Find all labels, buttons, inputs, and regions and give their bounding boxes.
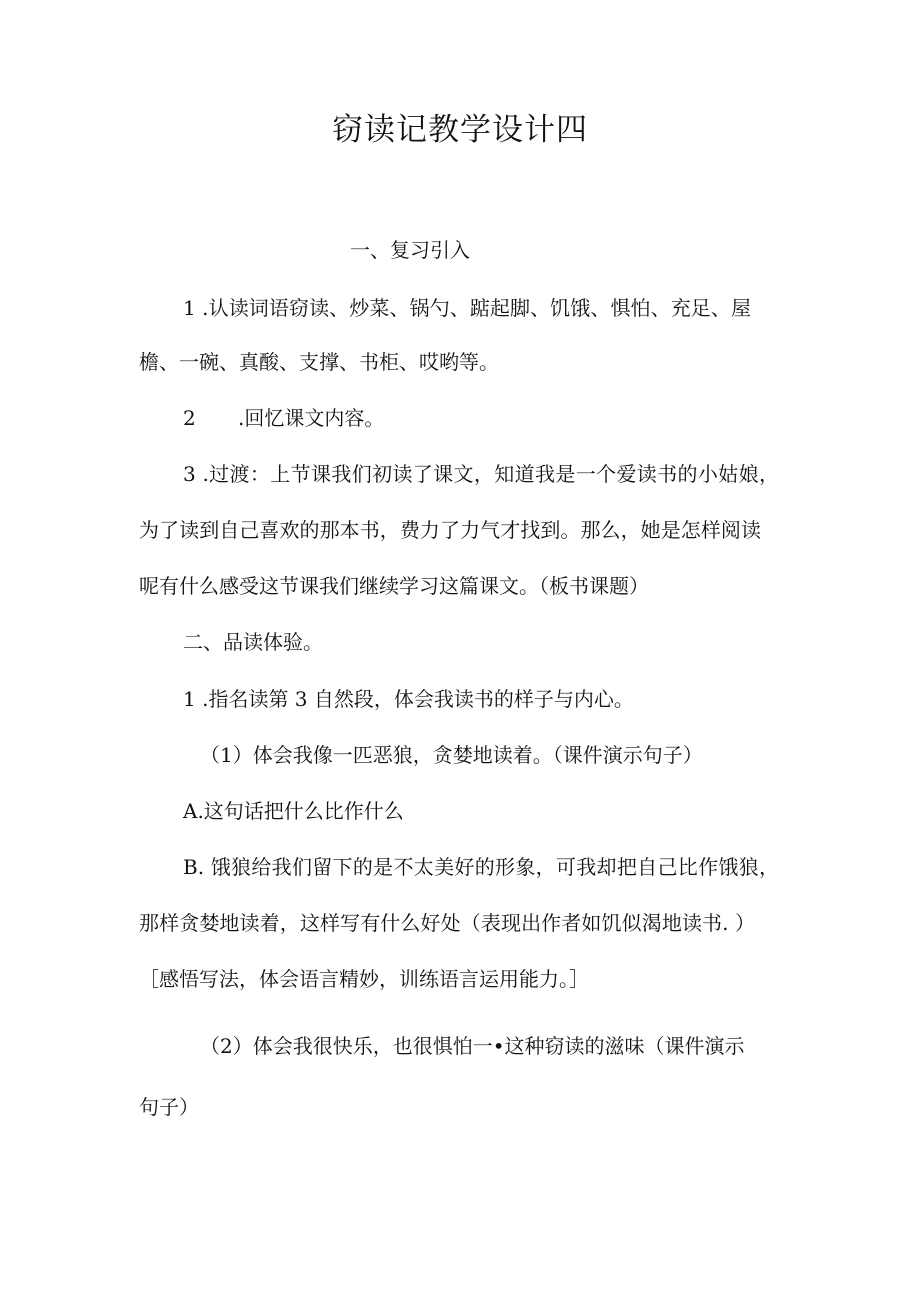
document-title: 窃读记教学设计四 <box>332 112 588 148</box>
paragraph-vocab-line1: 1 .认读词语窃读、炒菜、锅勺、踮起脚、饥饿、惧怕、充足、屋 <box>183 296 751 320</box>
paragraph-transition-line1: 3 .过渡：上节课我们初读了课文，知道我是一个爱读书的小姑娘， <box>183 462 779 486</box>
paragraph-transition-line3: 呢有什么感受这节课我们继续学习这篇课文。（板书课题） <box>139 574 649 598</box>
paragraph-recall: .回忆课文内容。 <box>238 406 385 430</box>
paragraph-vocab-line2: 檐、一碗、真酸、支撑、书柜、哎哟等。 <box>139 350 499 374</box>
section-heading-reading: 二、品读体验。 <box>183 630 323 654</box>
paragraph-sub1: （1）体会我像一匹恶狼，贪婪地读着。（课件演示句子） <box>200 743 703 767</box>
paragraph-sub2-line1: （2）体会我很快乐，也很惧怕一•这种窃读的滋味（课件演示 <box>200 1034 745 1058</box>
paragraph-question-a: A.这句话把什么比作什么 <box>183 799 404 823</box>
item-number-2: 2 <box>183 406 196 430</box>
paragraph-question-b-line3: ［感悟写法，体会语言精妙，训练语言运用能力。］ <box>139 967 589 991</box>
paragraph-transition-line2: 为了读到自己喜欢的那本书，费力了力气才找到。那么，她是怎样阅读 <box>139 518 761 542</box>
paragraph-read-aloud: 1 .指名读第 3 自然段，体会我读书的样子与内心。 <box>183 687 634 711</box>
section-heading-review: 一、复习引入 <box>350 238 470 262</box>
paragraph-question-b-line1: B. 饿狼给我们留下的是不太美好的形象，可我却把自己比作饿狼， <box>183 855 779 879</box>
paragraph-sub2-line2: 句子） <box>139 1095 199 1119</box>
paragraph-question-b-line2: 那样贪婪地读着，这样写有什么好处（表现出作者如饥似渴地读书. ） <box>139 911 755 935</box>
